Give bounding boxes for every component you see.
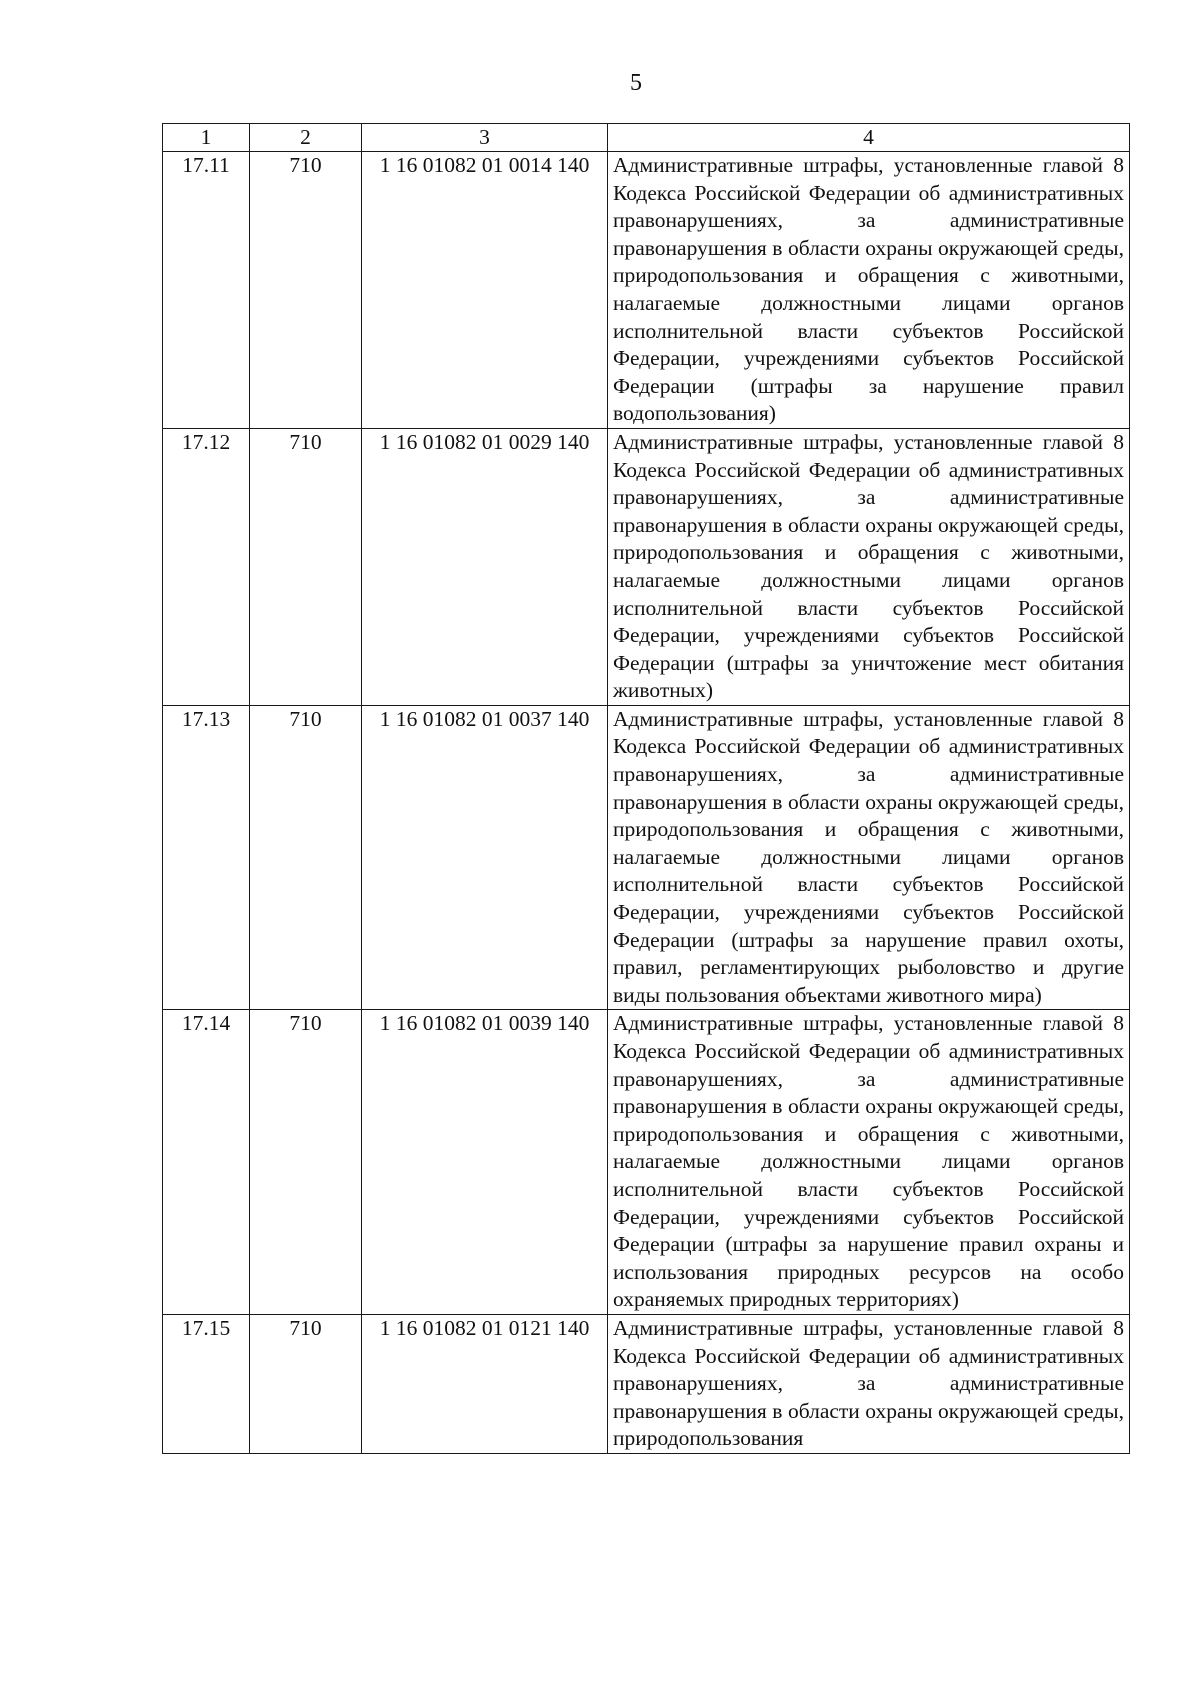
chapter-code: 710	[250, 428, 362, 705]
income-description	[608, 152, 1130, 429]
page-number: 5	[630, 70, 642, 96]
budget-classification-code: 1 16 01082 01 0039 140	[362, 1010, 608, 1315]
description-text: Административные штрафы, установленные главой 8 Кодекса Российской Федерации об административных правонарушениях, за административные правонарушения в области охраны окружающей среды, природопользования и обращения с животными, налагаемые должностными лицами органов исполнительной власти субъектов Российской Федерации, учреждениями субъектов Российской Федерации (штрафы за уничтожение мест обитания животных)	[613, 429, 1124, 703]
row-number: 17.11	[163, 152, 250, 429]
table-row	[163, 1314, 1130, 1453]
chapter-code: 710	[250, 705, 362, 1010]
row-number: 17.15	[163, 1314, 250, 1453]
description-text: Административные штрафы, установленные главой 8 Кодекса Российской Федерации об административных правонарушениях, за административные правонарушения в области охраны окружающей среды, природопользования	[613, 1315, 1124, 1451]
row-number: 17.13	[163, 705, 250, 1010]
income-description	[608, 1010, 1130, 1315]
column-header-1: 1	[163, 124, 250, 152]
budget-code-table	[162, 123, 1130, 1454]
income-description	[608, 428, 1130, 705]
row-number: 17.12	[163, 428, 250, 705]
table-header-row	[163, 124, 1130, 152]
budget-classification-code: 1 16 01082 01 0014 140	[362, 152, 608, 429]
budget-classification-code: 1 16 01082 01 0121 140	[362, 1314, 608, 1453]
row-number: 17.14	[163, 1010, 250, 1315]
table-row	[163, 428, 1130, 705]
chapter-code: 710	[250, 1010, 362, 1315]
column-header-4: 4	[608, 124, 1130, 152]
column-header-2: 2	[250, 124, 362, 152]
description-text: Административные штрафы, установленные главой 8 Кодекса Российской Федерации об административных правонарушениях, за административные правонарушения в области охраны окружающей среды, природопользования и обращения с животными, налагаемые должностными лицами органов исполнительной власти субъектов Российской Федерации, учреждениями субъектов Российской Федерации (штрафы за нарушение правил водопользования)	[613, 153, 1124, 426]
table-row	[163, 1010, 1130, 1315]
table-row	[163, 152, 1130, 429]
income-description	[608, 1314, 1130, 1453]
chapter-code: 710	[250, 1314, 362, 1453]
chapter-code: 710	[250, 152, 362, 429]
income-description	[608, 705, 1130, 1010]
budget-classification-code: 1 16 01082 01 0029 140	[362, 428, 608, 705]
description-text: Административные штрафы, установленные главой 8 Кодекса Российской Федерации об административных правонарушениях, за административные правонарушения в области охраны окружающей среды, природопользования и обращения с животными, налагаемые должностными лицами органов исполнительной власти субъектов Российской Федерации, учреждениями субъектов Российской Федерации (штрафы за нарушение правил охраны и использования природных ресурсов на особо охраняемых природных территориях)	[613, 1011, 1124, 1312]
table-row	[163, 705, 1130, 1010]
description-text: Административные штрафы, установленные главой 8 Кодекса Российской Федерации об административных правонарушениях, за административные правонарушения в области охраны окружающей среды, природопользования и обращения с животными, налагаемые должностными лицами органов исполнительной власти субъектов Российской Федерации, учреждениями субъектов Российской Федерации (штрафы за нарушение правил охоты, правил, регламентирующих рыболовство и другие виды пользования объектами животного мира)	[613, 706, 1124, 1007]
budget-classification-code: 1 16 01082 01 0037 140	[362, 705, 608, 1010]
column-header-3: 3	[362, 124, 608, 152]
